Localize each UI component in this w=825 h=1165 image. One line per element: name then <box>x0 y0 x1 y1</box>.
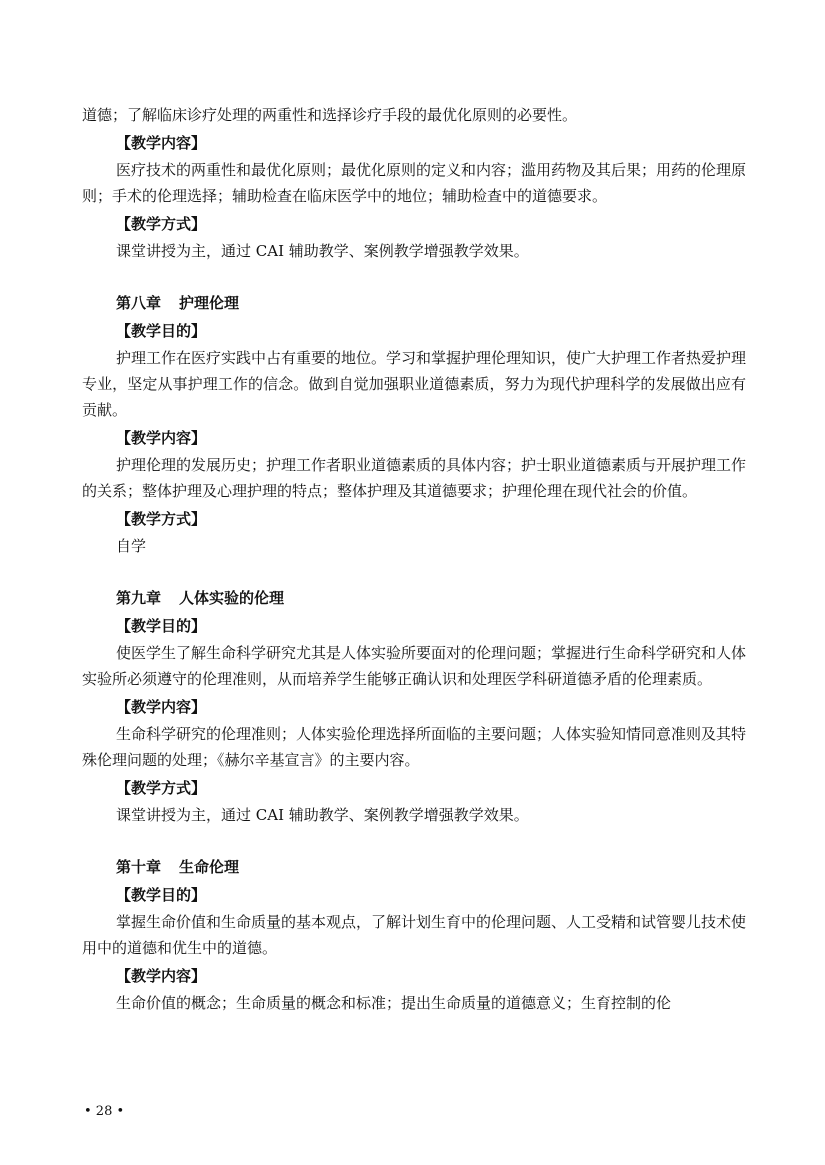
section-label-method: 【教学方式】 <box>116 510 207 528</box>
section-label-purpose: 【教学目的】 <box>116 886 207 904</box>
section-label-content: 【教学内容】 <box>116 134 207 152</box>
chapter-number: 第十章 <box>116 858 162 876</box>
sec7-method-paragraph: 课堂讲授为主，通过 CAI 辅助教学、案例教学增强教学效果。 <box>116 242 529 260</box>
ch9-content-paragraph: 生命科学研究的伦理准则；人体实验伦理选择所面临的主要问题；人体实验知情同意准则及其特殊伦理问题的处理；《赫尔辛基宣言》的主要内容。 <box>82 725 747 769</box>
section-label-method: 【教学方式】 <box>116 779 207 797</box>
section-label-purpose: 【教学目的】 <box>116 322 207 340</box>
section-label-content: 【教学内容】 <box>116 429 207 447</box>
ch8-purpose-paragraph: 护理工作在医疗实践中占有重要的地位。学习和掌握护理伦理知识，使广大护理工作者热爱护理专业，坚定从事护理工作的信念。做到自觉加强职业道德素质，努力为现代护理科学的发展做出应有贡献。 <box>82 349 747 419</box>
chapter-number: 第八章 <box>116 294 162 312</box>
chapter-8-heading <box>82 290 746 316</box>
section-label-method: 【教学方式】 <box>116 215 207 233</box>
page-body <box>82 102 746 1016</box>
ch10-content-paragraph: 生命价值的概念；生命质量的概念和标准；提出生命质量的道德意义；生育控制的伦 <box>116 994 672 1012</box>
ch8-content-paragraph: 护理伦理的发展历史；护理工作者职业道德素质的具体内容；护士职业道德素质与开展护理工作的关系；整体护理及心理护理的特点；整体护理及其道德要求；护理伦理在现代社会的价值。 <box>82 456 747 500</box>
section-label-content: 【教学内容】 <box>116 698 207 716</box>
chapter-number: 第九章 <box>116 589 162 607</box>
ch9-method-paragraph: 课堂讲授为主，通过 CAI 辅助教学、案例教学增强教学效果。 <box>116 806 529 824</box>
section-label-purpose: 【教学目的】 <box>116 617 207 635</box>
chapter-title: 人体实验的伦理 <box>179 589 285 607</box>
section-label-content: 【教学内容】 <box>116 967 207 985</box>
ch10-purpose-paragraph: 掌握生命价值和生命质量的基本观点，了解计划生育中的伦理问题、人工受精和试管婴儿技术使用中的道德和优生中的道德。 <box>82 913 747 957</box>
intro-paragraph: 道德；了解临床诊疗处理的两重性和选择诊疗手段的最优化原则的必要性。 <box>82 106 578 124</box>
chapter-title: 护理伦理 <box>179 294 240 312</box>
chapter-10-heading <box>82 854 746 880</box>
chapter-9-heading <box>82 585 746 611</box>
page-number: • 28 • <box>84 1104 125 1119</box>
ch8-method-paragraph: 自学 <box>116 537 147 555</box>
sec7-content-paragraph: 医疗技术的两重性和最优化原则；最优化原则的定义和内容；滥用药物及其后果；用药的伦理原则；手术的伦理选择；辅助检查在临床医学中的地位；辅助检查中的道德要求。 <box>82 161 747 205</box>
chapter-title: 生命伦理 <box>179 858 240 876</box>
ch9-purpose-paragraph: 使医学生了解生命科学研究尤其是人体实验所要面对的伦理问题；掌握进行生命科学研究和人体实验所必须遵守的伦理准则，从而培养学生能够正确认识和处理医学科研道德矛盾的伦理素质。 <box>82 644 747 688</box>
